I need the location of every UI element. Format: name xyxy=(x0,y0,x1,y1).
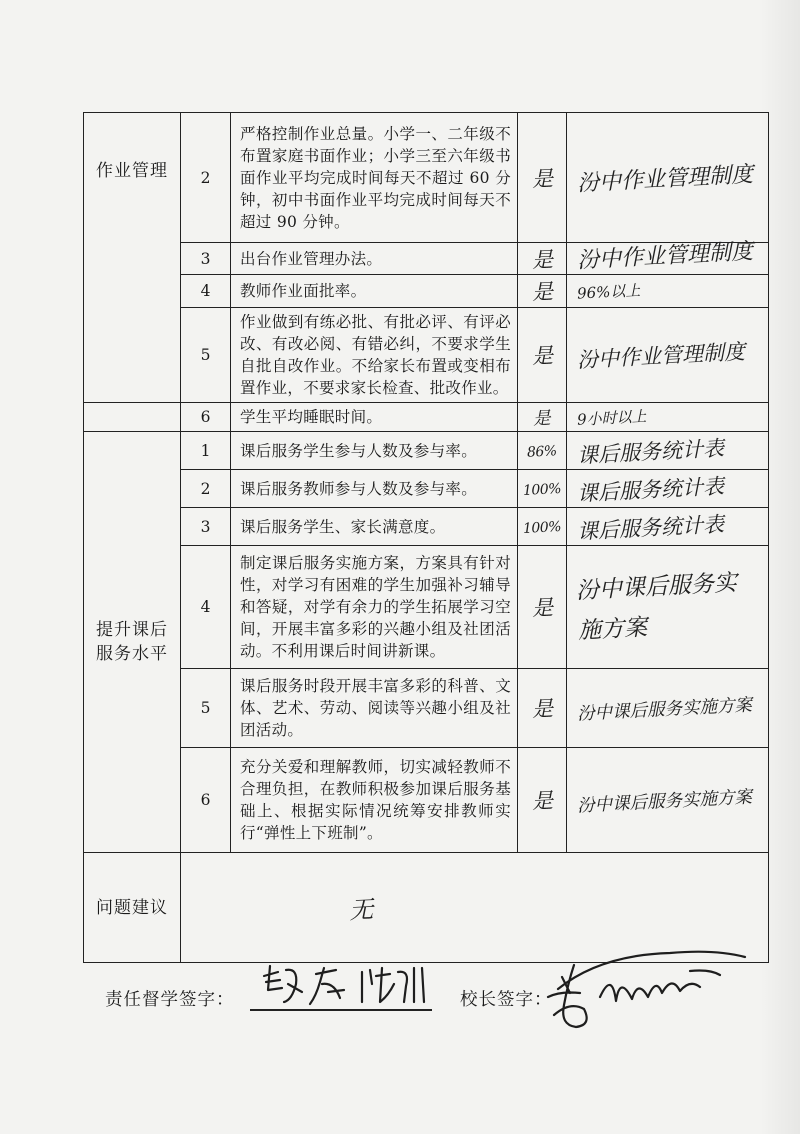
item-content: 严格控制作业总量。小学一、二年级不布置家庭书面作业；小学三至六年级书面作业平均完成时间每天不超过 60 分钟，初中书面作业平均完成时间每天不超过 90 分钟。 xyxy=(231,113,518,243)
item-content: 课后服务学生、家长满意度。 xyxy=(231,508,518,546)
note-cell xyxy=(567,308,769,403)
table-row xyxy=(84,669,769,748)
note-cell xyxy=(567,669,769,748)
check-cell xyxy=(518,243,567,275)
handwritten-check: 是 xyxy=(530,165,554,192)
item-content: 充分关爱和理解教师，切实减轻教师不合理负担，在教师积极参加课后服务基础上、根据实际情况统筹安排教师实行“弹性上下班制”。 xyxy=(231,748,518,853)
check-cell xyxy=(518,113,567,243)
item-number: 3 xyxy=(181,243,231,275)
item-number: 6 xyxy=(181,403,231,432)
table-row xyxy=(84,243,769,275)
item-content: 作业做到有练必批、有批必评、有评必改、有改必阅、有错必纠，不要求学生自批自改作业。不给家长布置或变相布置作业，不要求家长检查、批改作业。 xyxy=(231,308,518,403)
handwritten-note: 课后服务统计表 xyxy=(576,511,725,544)
item-content: 学生平均睡眠时间。 xyxy=(231,403,518,432)
supervisor-signature-label: 责任督学签字： xyxy=(105,990,235,1010)
item-number: 1 xyxy=(181,432,231,470)
handwritten-note: 9小时以上 xyxy=(576,406,647,429)
table-row xyxy=(84,546,769,669)
note-cell xyxy=(567,239,769,275)
table-row xyxy=(84,308,769,403)
category-cell-homework xyxy=(84,113,181,403)
item-content: 课后服务时段开展丰富多彩的科普、文体、艺术、劳动、阅读等兴趣小组及社团活动。 xyxy=(231,669,518,748)
handwritten-check: 86% xyxy=(526,443,558,461)
note-cell xyxy=(567,748,769,853)
handwritten-check: 100% xyxy=(522,519,562,537)
item-content: 制定课后服务实施方案，方案具有针对性，对学习有困难的学生加强补习辅导和答疑，对学有余力的学生拓展学习空间，开展丰富多彩的兴趣小组及社团活动。不利用课后时间讲新课。 xyxy=(231,546,518,669)
note-cell xyxy=(567,546,769,669)
check-cell xyxy=(518,275,567,308)
handwritten-note: 96%以上 xyxy=(576,280,641,303)
check-cell xyxy=(518,432,567,470)
item-number: 3 xyxy=(181,508,231,546)
category-label-line: 服务水平 xyxy=(96,644,168,664)
table-row xyxy=(84,748,769,853)
item-number: 5 xyxy=(181,669,231,748)
handwritten-check: 是 xyxy=(530,279,554,305)
principal-signature-label: 校长签字： xyxy=(460,990,553,1010)
suggestions-label: 问题建议 xyxy=(84,853,181,963)
note-cell xyxy=(567,403,769,432)
handwritten-check: 是 xyxy=(530,788,554,814)
category-label: 作业管理 xyxy=(96,161,168,181)
handwritten-note: 汾中课后服务实施方案 xyxy=(576,694,753,725)
handwritten-check: 是 xyxy=(530,343,554,369)
handwritten-note: 课后服务统计表 xyxy=(576,473,725,506)
handwritten-check: 是 xyxy=(532,408,552,429)
item-number: 2 xyxy=(181,470,231,508)
handwritten-answer: 无 xyxy=(348,895,374,925)
note-cell xyxy=(567,470,769,508)
table-row xyxy=(84,470,769,508)
check-cell xyxy=(518,669,567,748)
table-row xyxy=(84,275,769,308)
check-cell xyxy=(518,508,567,546)
category-cell-empty xyxy=(84,403,181,432)
note-cell xyxy=(567,508,769,546)
item-number: 4 xyxy=(181,546,231,669)
item-content: 教师作业面批率。 xyxy=(231,275,518,308)
check-cell xyxy=(518,748,567,853)
item-content: 出台作业管理办法。 xyxy=(231,243,518,275)
note-cell xyxy=(567,275,769,308)
category-cell-after-school xyxy=(84,432,181,853)
handwritten-check: 是 xyxy=(530,696,554,722)
handwritten-note: 汾中课后服务实施方案 xyxy=(575,569,738,645)
handwritten-check: 100% xyxy=(522,481,562,499)
table-row xyxy=(84,403,769,432)
check-cell xyxy=(518,308,567,403)
table-row xyxy=(84,508,769,546)
category-label-line: 提升课后 xyxy=(96,620,168,640)
supervisor-signature xyxy=(258,962,433,1012)
item-content: 课后服务教师参与人数及参与率。 xyxy=(231,470,518,508)
principal-signature xyxy=(540,935,755,1035)
note-cell xyxy=(567,432,769,470)
check-cell xyxy=(518,546,567,669)
item-number: 5 xyxy=(181,308,231,403)
handwritten-note: 汾中课后服务实施方案 xyxy=(576,786,753,817)
check-cell xyxy=(518,403,567,432)
check-cell xyxy=(518,470,567,508)
handwritten-check: 是 xyxy=(530,595,554,621)
item-content: 课后服务学生参与人数及参与率。 xyxy=(231,432,518,470)
item-number: 4 xyxy=(181,275,231,308)
table-row xyxy=(84,113,769,243)
note-cell xyxy=(567,113,769,243)
table-row xyxy=(84,432,769,470)
handwritten-check: 是 xyxy=(530,246,554,273)
item-number: 6 xyxy=(181,748,231,853)
handwritten-note: 汾中作业管理制度 xyxy=(576,162,754,197)
handwritten-note: 汾中作业管理制度 xyxy=(576,239,754,274)
handwritten-note: 汾中作业管理制度 xyxy=(576,339,746,373)
item-number: 2 xyxy=(181,113,231,243)
evaluation-table xyxy=(83,112,769,963)
handwritten-note: 课后服务统计表 xyxy=(576,435,725,468)
